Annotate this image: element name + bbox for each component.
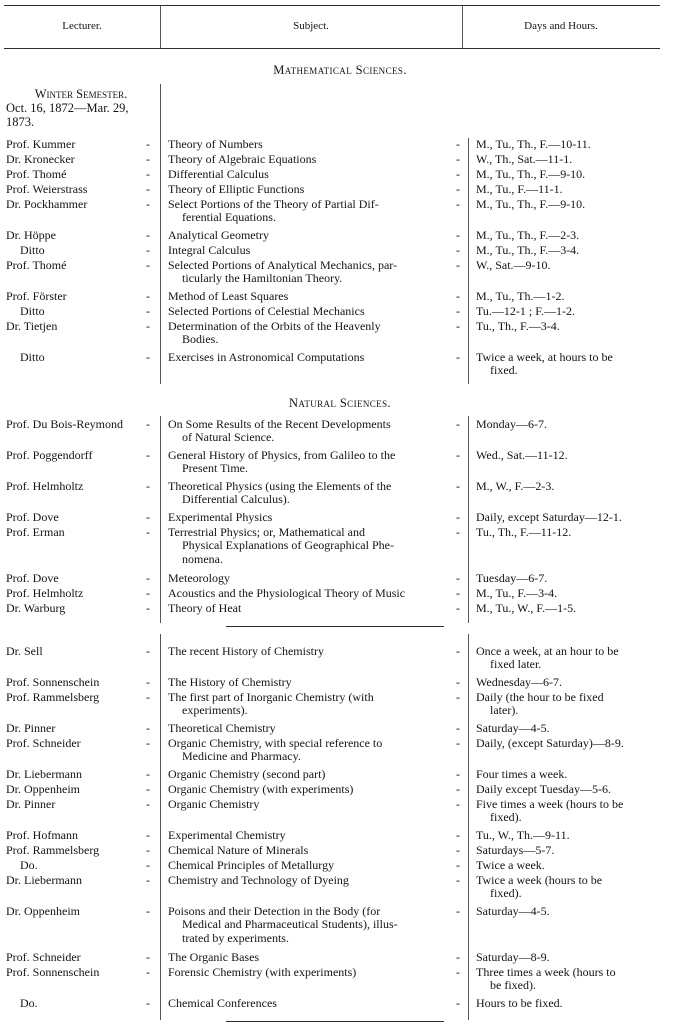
- days-hours-cell: [476, 783, 674, 796]
- leader-dash: -: [456, 690, 460, 704]
- subject-cell: [168, 691, 464, 718]
- leader-dash: -: [146, 858, 150, 872]
- days-line-continued: fixed).: [490, 886, 522, 901]
- leader-dash: -: [456, 644, 460, 658]
- days-hours-cell: [476, 676, 674, 689]
- subject-line: Theory of Elliptic Functions: [168, 182, 305, 196]
- days-hours-cell: [476, 168, 674, 181]
- lecturer-name: Dr. Höppe: [6, 229, 56, 242]
- leader-dash: -: [456, 152, 460, 166]
- leader-dash: -: [146, 690, 150, 704]
- leader-dash: -: [456, 782, 460, 796]
- lecturer-name: Prof. Poggendorff: [6, 449, 93, 462]
- subject-line: Analytical Geometry: [168, 228, 269, 242]
- leader-dash: -: [146, 950, 150, 964]
- days-line: M., Tu., W., F.—1-5.: [476, 601, 577, 615]
- leader-dash: -: [456, 675, 460, 689]
- subject-cell: [168, 138, 464, 151]
- subject-line: Differential Calculus: [168, 167, 269, 181]
- leader-dash: -: [456, 797, 460, 811]
- leader-dash: -: [146, 644, 150, 658]
- days-hours-cell: [476, 768, 674, 781]
- subject-cell: [168, 480, 464, 507]
- leader-dash: -: [146, 586, 150, 600]
- days-line: Four times a week.: [476, 767, 568, 781]
- subject-line: Theory of Numbers: [168, 137, 263, 151]
- leader-dash: -: [456, 721, 460, 735]
- subject-cell: [168, 798, 464, 811]
- lecturer-name: Dr. Oppenheim: [6, 783, 80, 796]
- days-hours-cell: [476, 198, 674, 211]
- subject-line: Organic Chemistry: [168, 797, 260, 811]
- days-line: Twice a week, at hours to be: [476, 350, 613, 364]
- leader-dash: -: [456, 350, 460, 364]
- section-title-natural: Natural Sciences.: [288, 396, 392, 410]
- days-hours-cell: [476, 259, 674, 272]
- leader-dash: -: [146, 601, 150, 615]
- subject-cell: [168, 418, 464, 445]
- days-line: Tu.—12-1 ; F.—1-2.: [476, 304, 575, 318]
- lecturer-name: Prof. Erman: [6, 526, 65, 539]
- days-hours-cell: [476, 859, 674, 872]
- lecturer-name: Prof. Dove: [6, 511, 59, 524]
- days-hours-cell: [476, 587, 674, 600]
- days-line: Daily, (except Saturday)—8-9.: [476, 736, 624, 750]
- chem-divider-left: [160, 634, 161, 1020]
- lecturer-name: Prof. Dove: [6, 572, 59, 585]
- days-line: Wednesday—6-7.: [476, 675, 563, 689]
- days-line: Wed., Sat.—11-12.: [476, 448, 568, 462]
- subject-cell: [168, 259, 464, 286]
- lecturer-name: Prof. Sonnenschein: [6, 676, 100, 689]
- days-line-continued: later).: [490, 703, 519, 718]
- leader-dash: -: [146, 448, 150, 462]
- leader-dash: -: [456, 182, 460, 196]
- leader-dash: -: [456, 258, 460, 272]
- leader-dash: -: [456, 601, 460, 615]
- lecturer-name: Dr. Oppenheim: [6, 905, 80, 918]
- subject-line: Chemistry and Technology of Dyeing: [168, 873, 349, 887]
- days-line: Hours to be fixed.: [476, 996, 563, 1010]
- days-hours-cell: [476, 951, 674, 964]
- days-hours-cell: [476, 602, 674, 615]
- lecturer-name: Dr. Tietjen: [6, 320, 58, 333]
- subject-line: Determination of the Orbits of the Heavenly: [168, 319, 381, 333]
- math-divider-right: [468, 138, 469, 384]
- leader-dash: -: [146, 571, 150, 585]
- days-line: M., Tu., F.—3-4.: [476, 586, 558, 600]
- subject-cell: [168, 874, 464, 887]
- lecturer-name: Dr. Pockhammer: [6, 198, 88, 211]
- days-line: Once a week, at an hour to be: [476, 644, 619, 658]
- subject-cell: [168, 572, 464, 585]
- days-line: M., Tu., Th., F.—10-11.: [476, 137, 591, 151]
- days-line: W., Th., Sat.—11-1.: [476, 152, 573, 166]
- leader-dash: -: [456, 448, 460, 462]
- leader-dash: -: [456, 904, 460, 918]
- subject-cell: [168, 153, 464, 166]
- lecturer-name: Ditto: [20, 305, 45, 318]
- days-line: M., Tu., Th., F.—9-10.: [476, 167, 586, 181]
- lecturer-name: Dr. Liebermann: [6, 874, 82, 887]
- subject-line: Method of Least Squares: [168, 289, 289, 303]
- leader-dash: -: [146, 736, 150, 750]
- lecturer-name: Prof. Thomé: [6, 259, 67, 272]
- days-hours-cell: [476, 229, 674, 242]
- subject-line-continued: of Natural Science.: [182, 430, 275, 445]
- subject-line: Select Portions of the Theory of Partial Dif-: [168, 197, 379, 211]
- days-hours-cell: [476, 966, 674, 993]
- days-line: Monday—6-7.: [476, 417, 547, 431]
- semester-dates: Oct. 16, 1872—Mar. 29, 1873.: [6, 101, 129, 129]
- subject-cell: [168, 768, 464, 781]
- leader-dash: -: [146, 304, 150, 318]
- leader-dash: -: [456, 304, 460, 318]
- days-line: Saturday—4-5.: [476, 721, 550, 735]
- subject-cell: [168, 526, 464, 566]
- days-hours-cell: [476, 480, 674, 493]
- subject-line: Theory of Heat: [168, 601, 242, 615]
- leader-dash: -: [456, 243, 460, 257]
- subject-line: Theory of Algebraic Equations: [168, 152, 317, 166]
- days-line: Tu., W., Th.—9-11.: [476, 828, 570, 842]
- leader-dash: -: [456, 167, 460, 181]
- lecturer-name: Prof. Du Bois-Reymond: [6, 418, 123, 431]
- math-divider-left: [160, 84, 161, 384]
- subject-line: Meteorology: [168, 571, 230, 585]
- subject-cell: [168, 783, 464, 796]
- header-lecturer: Lecturer.: [62, 20, 102, 32]
- days-line: Twice a week.: [476, 858, 545, 872]
- subject-line: Terrestrial Physics; or, Mathematical and: [168, 525, 365, 539]
- days-line-continued: fixed.: [490, 363, 518, 378]
- subject-line: Forensic Chemistry (with experiments): [168, 965, 357, 979]
- days-hours-cell: [476, 829, 674, 842]
- leader-dash: -: [146, 843, 150, 857]
- semester-title: Winter Semester.: [34, 87, 128, 101]
- days-line: M., W., F.—2-3.: [476, 479, 555, 493]
- subject-cell: [168, 844, 464, 857]
- natural-divider-right: [468, 416, 469, 623]
- leader-dash: -: [146, 525, 150, 539]
- leader-dash: -: [146, 197, 150, 211]
- subject-line: Acoustics and the Physiological Theory of Music: [168, 586, 406, 600]
- days-line-continued: fixed later.: [490, 657, 542, 672]
- days-hours-cell: [476, 351, 674, 378]
- days-line-continued: fixed).: [490, 810, 522, 825]
- days-line: W., Sat.—9-10.: [476, 258, 551, 272]
- leader-dash: -: [456, 858, 460, 872]
- leader-dash: -: [456, 965, 460, 979]
- lecturer-name: Prof. Hofmann: [6, 829, 78, 842]
- leader-dash: -: [456, 950, 460, 964]
- subject-cell: [168, 351, 464, 364]
- days-line: Daily (the hour to be fixed: [476, 690, 604, 704]
- lecturer-name: Dr. Pinner: [6, 722, 56, 735]
- lecturer-name: Dr. Warburg: [6, 602, 66, 615]
- lecturer-name: Prof. Rammelsberg: [6, 844, 100, 857]
- subject-cell: [168, 183, 464, 196]
- header-days: Days and Hours.: [524, 20, 598, 32]
- subject-line: Experimental Physics: [168, 510, 273, 524]
- days-hours-cell: [476, 153, 674, 166]
- lecturer-name: Prof. Helmholtz: [6, 587, 84, 600]
- subject-cell: [168, 449, 464, 476]
- subject-line-continued: Physical Explanations of Geographical Phe-: [182, 538, 394, 553]
- days-hours-cell: [476, 244, 674, 257]
- leader-dash: -: [456, 479, 460, 493]
- lecturer-name: Dr. Sell: [6, 645, 43, 658]
- leader-dash: -: [456, 417, 460, 431]
- days-line: M., Tu., Th., F.—3-4.: [476, 243, 580, 257]
- subject-line: Chemical Nature of Minerals: [168, 843, 309, 857]
- days-hours-cell: [476, 526, 674, 539]
- lecturer-name: Dr. Kronecker: [6, 153, 75, 166]
- days-line: M., Tu., Th., F.—2-3.: [476, 228, 580, 242]
- subject-line: General History of Physics, from Galileo to the: [168, 448, 396, 462]
- bottom-separator: [226, 1021, 444, 1022]
- days-hours-cell: [476, 572, 674, 585]
- days-line: Saturdays—5-7.: [476, 843, 555, 857]
- lecturer-name: Prof. Sonnenschein: [6, 966, 100, 979]
- leader-dash: -: [456, 289, 460, 303]
- leader-dash: -: [456, 828, 460, 842]
- leader-dash: -: [146, 782, 150, 796]
- leader-dash: -: [146, 797, 150, 811]
- leader-dash: -: [456, 137, 460, 151]
- subject-cell: [168, 511, 464, 524]
- lecturer-name: Prof. Förster: [6, 290, 67, 303]
- subject-line-continued: ticularly the Hamiltonian Theory.: [182, 271, 343, 286]
- subject-line: Chemical Conferences: [168, 996, 277, 1010]
- subject-cell: [168, 722, 464, 735]
- lecturer-name: Prof. Weierstrass: [6, 183, 88, 196]
- subject-line-continued: Bodies.: [182, 332, 219, 347]
- leader-dash: -: [456, 525, 460, 539]
- days-hours-cell: [476, 449, 674, 462]
- lecturer-name: Prof. Thomé: [6, 168, 67, 181]
- leader-dash: -: [146, 828, 150, 842]
- subject-cell: [168, 676, 464, 689]
- days-hours-cell: [476, 138, 674, 151]
- subject-cell: [168, 198, 464, 225]
- subject-line: The recent History of Chemistry: [168, 644, 324, 658]
- leader-dash: -: [146, 479, 150, 493]
- leader-dash: -: [146, 258, 150, 272]
- days-line: Daily except Tuesday—5-6.: [476, 782, 611, 796]
- header-bottom-rule: [4, 48, 660, 49]
- subject-line: Exercises in Astronomical Computations: [168, 350, 365, 364]
- days-line: Twice a week (hours to be: [476, 873, 603, 887]
- lecturer-name: Do.: [20, 997, 38, 1010]
- subject-cell: [168, 305, 464, 318]
- subject-line: Integral Calculus: [168, 243, 251, 257]
- subject-line-continued: nomena.: [182, 551, 223, 566]
- days-hours-cell: [476, 798, 674, 825]
- chem-divider-right: [468, 634, 469, 1020]
- days-line: Saturday—8-9.: [476, 950, 550, 964]
- leader-dash: -: [456, 736, 460, 750]
- leader-dash: -: [456, 843, 460, 857]
- top-rule: [4, 5, 660, 6]
- leader-dash: -: [146, 417, 150, 431]
- days-hours-cell: [476, 691, 674, 718]
- leader-dash: -: [456, 228, 460, 242]
- leader-dash: -: [146, 182, 150, 196]
- leader-dash: -: [456, 319, 460, 333]
- leader-dash: -: [146, 996, 150, 1010]
- days-hours-cell: [476, 305, 674, 318]
- subject-line: Organic Chemistry (second part): [168, 767, 326, 781]
- leader-dash: -: [146, 228, 150, 242]
- leader-dash: -: [146, 965, 150, 979]
- leader-dash: -: [146, 350, 150, 364]
- subject-line: The Organic Bases: [168, 950, 260, 964]
- leader-dash: -: [146, 510, 150, 524]
- subject-line: Organic Chemistry, with special reference to: [168, 736, 383, 750]
- semester-block: [6, 87, 156, 129]
- subject-cell: [168, 829, 464, 842]
- leader-dash: -: [146, 167, 150, 181]
- lecturer-name: Ditto: [20, 351, 45, 364]
- lecturer-name: Dr. Liebermann: [6, 768, 82, 781]
- subject-line-continued: Medicine and Pharmacy.: [182, 749, 301, 764]
- subject-line-continued: experiments).: [182, 703, 248, 718]
- subject-line-continued: Present Time.: [182, 461, 249, 476]
- days-line: Five times a week (hours to be: [476, 797, 624, 811]
- leader-dash: -: [456, 510, 460, 524]
- lecturer-name: Do.: [20, 859, 38, 872]
- lecturer-name: Prof. Schneider: [6, 737, 81, 750]
- subject-line: The first part of Inorganic Chemistry (with: [168, 690, 374, 704]
- leader-dash: -: [146, 152, 150, 166]
- natural-chem-separator: [226, 626, 444, 627]
- leader-dash: -: [456, 767, 460, 781]
- subject-cell: [168, 951, 464, 964]
- days-line: Saturday—4-5.: [476, 904, 550, 918]
- lecturer-name: Ditto: [20, 244, 45, 257]
- days-hours-cell: [476, 320, 674, 333]
- days-hours-cell: [476, 418, 674, 431]
- leader-dash: -: [456, 873, 460, 887]
- days-line: Daily, except Saturday—12-1.: [476, 510, 622, 524]
- subject-line: Organic Chemistry (with experiments): [168, 782, 354, 796]
- days-line: M., Tu., Th., F.—9-10.: [476, 197, 586, 211]
- days-line: M., Tu., F.—11-1.: [476, 182, 563, 196]
- subject-cell: [168, 737, 464, 764]
- subject-line: Selected Portions of Analytical Mechanics, par-: [168, 258, 398, 272]
- leader-dash: -: [146, 767, 150, 781]
- subject-cell: [168, 587, 464, 600]
- subject-line: Theoretical Physics (using the Elements of the: [168, 479, 392, 493]
- subject-cell: [168, 168, 464, 181]
- subject-cell: [168, 859, 464, 872]
- subject-line: Theoretical Chemistry: [168, 721, 276, 735]
- lecturer-name: Prof. Helmholtz: [6, 480, 84, 493]
- section-title-mathematical: Mathematical Sciences.: [273, 63, 407, 77]
- natural-divider-left: [160, 416, 161, 623]
- days-line: Three times a week (hours to: [476, 965, 616, 979]
- lecturer-name: Prof. Kummer: [6, 138, 76, 151]
- subject-cell: [168, 602, 464, 615]
- subject-line-continued: trated by experiments.: [182, 930, 289, 945]
- lecturer-name: Prof. Rammelsberg: [6, 691, 100, 704]
- leader-dash: -: [146, 289, 150, 303]
- leader-dash: -: [146, 904, 150, 918]
- days-hours-cell: [476, 645, 674, 672]
- lecturer-name: Dr. Pinner: [6, 798, 56, 811]
- leader-dash: -: [456, 996, 460, 1010]
- subject-line: Selected Portions of Celestial Mechanics: [168, 304, 365, 318]
- days-line: M., Tu., Th.—1-2.: [476, 289, 565, 303]
- subject-cell: [168, 229, 464, 242]
- days-hours-cell: [476, 737, 674, 750]
- days-line: Tu., Th., F.—11-12.: [476, 525, 572, 539]
- days-hours-cell: [476, 290, 674, 303]
- leader-dash: -: [456, 571, 460, 585]
- subject-line: Experimental Chemistry: [168, 828, 286, 842]
- subject-cell: [168, 905, 464, 945]
- days-line-continued: be fixed).: [490, 978, 536, 993]
- leader-dash: -: [146, 721, 150, 735]
- leader-dash: -: [146, 243, 150, 257]
- subject-line: On Some Results of the Recent Developments: [168, 417, 391, 431]
- subject-line: Poisons and their Detection in the Body (for: [168, 904, 381, 918]
- subject-cell: [168, 966, 464, 979]
- subject-line-continued: Differential Calculus).: [182, 492, 290, 507]
- leader-dash: -: [456, 197, 460, 211]
- subject-line: Chemical Principles of Metallurgy: [168, 858, 335, 872]
- subject-line: The History of Chemistry: [168, 675, 292, 689]
- leader-dash: -: [456, 586, 460, 600]
- subject-line-continued: Medical and Pharmaceutical Students), illus-: [182, 917, 398, 932]
- days-hours-cell: [476, 874, 674, 901]
- subject-cell: [168, 645, 464, 658]
- days-hours-cell: [476, 844, 674, 857]
- leader-dash: -: [146, 137, 150, 151]
- days-hours-cell: [476, 905, 674, 918]
- leader-dash: -: [146, 319, 150, 333]
- subject-line-continued: ferential Equations.: [182, 210, 276, 225]
- subject-cell: [168, 997, 464, 1010]
- days-hours-cell: [476, 183, 674, 196]
- subject-cell: [168, 244, 464, 257]
- days-hours-cell: [476, 511, 674, 524]
- header-subject: Subject.: [293, 20, 329, 32]
- days-hours-cell: [476, 997, 674, 1010]
- lecturer-name: Prof. Schneider: [6, 951, 81, 964]
- leader-dash: -: [146, 675, 150, 689]
- subject-cell: [168, 290, 464, 303]
- days-line: Tu., Th., F.—3-4.: [476, 319, 560, 333]
- leader-dash: -: [146, 873, 150, 887]
- days-line: Tuesday—6-7.: [476, 571, 548, 585]
- subject-cell: [168, 320, 464, 347]
- days-hours-cell: [476, 722, 674, 735]
